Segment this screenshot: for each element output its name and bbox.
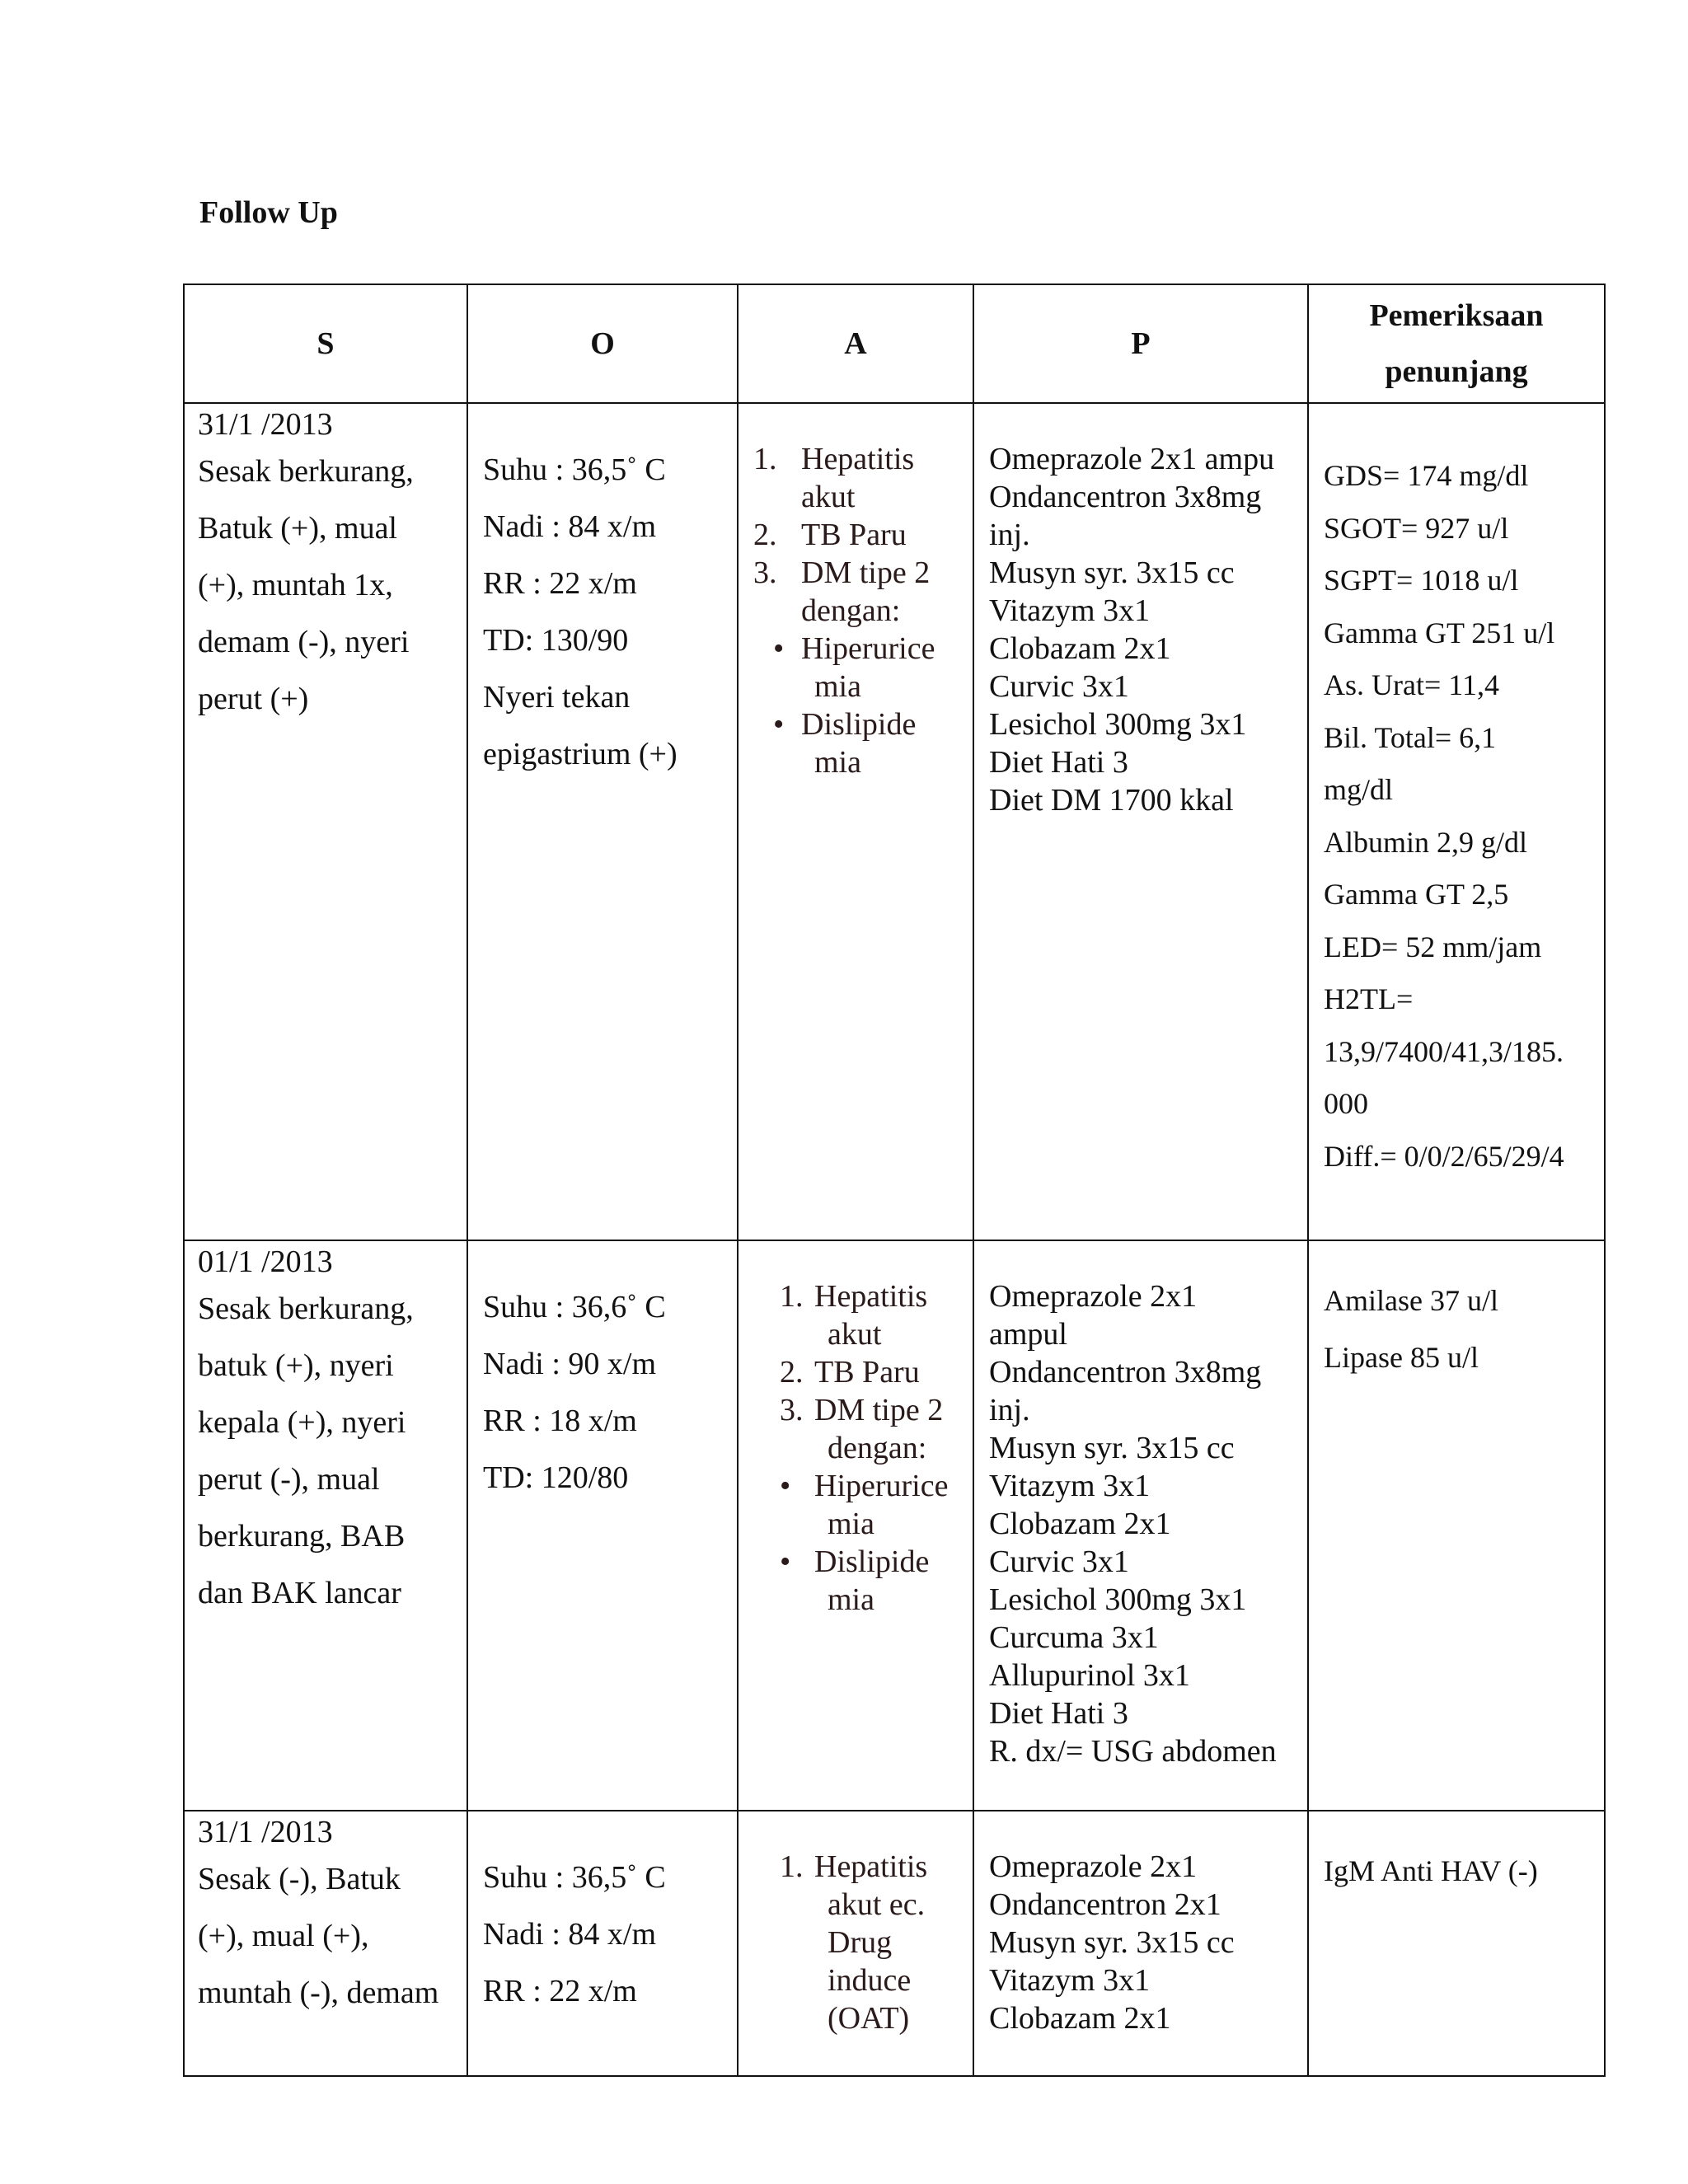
plan-line: Diet Hati 3 (989, 745, 1128, 780)
plan-line: Clobazam 2x1 (989, 2001, 1171, 2036)
assessment-text: akut (828, 1317, 882, 1352)
plan-line: Musyn syr. 3x15 cc (989, 1431, 1235, 1465)
assessment-text: DM tipe 2 (801, 555, 931, 590)
lab-result-line: SGPT= 1018 u/l (1324, 564, 1519, 597)
assessment-text: Hepatitis (814, 1849, 928, 1884)
plan-line: Vitazym 3x1 (989, 593, 1151, 628)
plan-cell (973, 403, 1308, 1240)
table-row (184, 403, 1605, 1240)
plan-line: R. dx/= USG abdomen (989, 1734, 1277, 1769)
assessment-list (780, 1848, 968, 2037)
assessment-text: TB Paru (814, 1355, 920, 1390)
document-title: Follow Up (199, 195, 338, 230)
assessment-text: dengan: (801, 593, 901, 628)
assessment-bullet-text: mia (814, 669, 861, 704)
table-row (184, 1811, 1605, 2076)
assessment-bullet-text: mia (828, 1507, 874, 1541)
plan-line: Vitazym 3x1 (989, 1469, 1151, 1503)
plan-line: Vitazym 3x1 (989, 1963, 1151, 1998)
assessment-text: Hepatitis (801, 442, 915, 476)
assessment-bullet-item (780, 1467, 968, 1543)
plan-line: Clobazam 2x1 (989, 1507, 1171, 1541)
soap-table (183, 284, 1606, 2077)
supporting-exam-cell (1308, 1240, 1605, 1811)
lab-result-line: H2TL= (1324, 982, 1414, 1015)
assessment-bullet-text: Dislipide (814, 1544, 930, 1579)
subjective-line: Sesak berkurang, (198, 1291, 414, 1326)
lab-result-line: 13,9/7400/41,3/185. (1324, 1034, 1564, 1068)
table-row (184, 1240, 1605, 1811)
assessment-number: 3. (753, 555, 777, 590)
plan-line: Ondancentron 3x8mg (989, 1355, 1262, 1390)
plan-line: inj. (989, 518, 1030, 552)
assessment-item (780, 1353, 968, 1391)
lab-result-line: Albumin 2,9 g/dl (1324, 825, 1528, 859)
assessment-number: 3. (780, 1393, 804, 1427)
plan-line: Omeprazole 2x1 ampu (989, 442, 1275, 476)
objective-line: TD: 130/90 (483, 623, 629, 658)
header-pemeriksaan-penunjang (1308, 284, 1605, 403)
lab-result-line: IgM Anti HAV (-) (1324, 1854, 1538, 1887)
assessment-bullet-text: Hiperurice (801, 631, 935, 666)
subjective-cell (184, 403, 467, 1240)
bullet-icon: • (773, 631, 785, 666)
header-pen-line: Pemeriksaan (1369, 298, 1544, 333)
objective-line: RR : 22 x/m (483, 1974, 637, 2008)
assessment-bullet-text: mia (828, 1582, 874, 1617)
assessment-bullet-item (773, 705, 968, 781)
lab-result-line: SGOT= 927 u/l (1324, 511, 1509, 545)
assessment-cell (738, 1811, 973, 2076)
assessment-number: 1. (780, 1849, 804, 1884)
visit-date: 31/1 /2013 (198, 407, 333, 442)
header-pen-line: penunjang (1385, 354, 1528, 389)
assessment-number: 1. (780, 1279, 804, 1314)
objective-line: Suhu : 36,5˚ C (483, 452, 666, 487)
assessment-bullet-list (780, 1467, 968, 1619)
plan-line: Curvic 3x1 (989, 669, 1129, 704)
subjective-line: perut (-), mual (198, 1462, 380, 1497)
plan-line: Musyn syr. 3x15 cc (989, 1925, 1235, 1960)
bullet-icon: • (773, 707, 785, 742)
subjective-line: (+), muntah 1x, (198, 568, 393, 602)
bullet-icon: • (780, 1469, 791, 1503)
assessment-item (780, 1848, 968, 2037)
subjective-line: (+), mual (+), (198, 1919, 369, 1953)
lab-result-line: Amilase 37 u/l (1324, 1284, 1498, 1317)
assessment-bullet-text: Hiperurice (814, 1469, 949, 1503)
header-a: A (738, 284, 973, 403)
objective-line: epigastrium (+) (483, 737, 678, 771)
subjective-line: Sesak berkurang, (198, 454, 414, 489)
objective-cell (467, 1811, 738, 2076)
plan-line: Curcuma 3x1 (989, 1620, 1159, 1655)
assessment-item (753, 554, 968, 630)
objective-line: Nadi : 84 x/m (483, 1917, 657, 1952)
plan-line: Ondancentron 3x8mg (989, 480, 1262, 514)
header-s: S (184, 284, 467, 403)
assessment-bullet-item (780, 1543, 968, 1619)
assessment-text: akut ec. (828, 1887, 926, 1922)
plan-line: inj. (989, 1393, 1030, 1427)
subjective-line: kepala (+), nyeri (198, 1405, 406, 1440)
lab-result-line: 000 (1324, 1087, 1368, 1120)
assessment-item (753, 516, 968, 554)
objective-cell (467, 403, 738, 1240)
plan-line: Curvic 3x1 (989, 1544, 1129, 1579)
assessment-number: 2. (780, 1355, 804, 1390)
assessment-list (780, 1277, 968, 1467)
plan-line: ampul (989, 1317, 1067, 1352)
assessment-text: TB Paru (801, 518, 907, 552)
visit-date: 31/1 /2013 (198, 1815, 333, 1849)
subjective-line: berkurang, BAB (198, 1519, 406, 1554)
lab-result-line: Bil. Total= 6,1 (1324, 720, 1497, 754)
lab-result-line: Lipase 85 u/l (1324, 1341, 1479, 1374)
plan-line: Lesichol 300mg 3x1 (989, 1582, 1247, 1617)
assessment-bullet-item (773, 630, 968, 705)
lab-result-line: Gamma GT 251 u/l (1324, 616, 1555, 649)
assessment-bullet-text: Dislipide (801, 707, 917, 742)
assessment-cell (738, 403, 973, 1240)
plan-line: Allupurinol 3x1 (989, 1658, 1190, 1693)
assessment-text: akut (801, 480, 856, 514)
assessment-item (780, 1277, 968, 1353)
lab-result-line: mg/dl (1324, 773, 1394, 806)
lab-result-line: LED= 52 mm/jam (1324, 930, 1542, 963)
lab-result-line: As. Urat= 11,4 (1324, 668, 1499, 701)
subjective-line: batuk (+), nyeri (198, 1348, 394, 1383)
subjective-line: Batuk (+), mual (198, 511, 397, 546)
supporting-exam-cell (1308, 1811, 1605, 2076)
assessment-text: (OAT) (828, 2001, 910, 2036)
header-row (184, 284, 1605, 403)
subjective-line: perut (+) (198, 682, 309, 716)
objective-line: Nadi : 84 x/m (483, 509, 657, 544)
subjective-cell (184, 1240, 467, 1811)
objective-line: Suhu : 36,5˚ C (483, 1860, 666, 1895)
plan-line: Musyn syr. 3x15 cc (989, 555, 1235, 590)
subjective-cell (184, 1811, 467, 2076)
plan-line: Omeprazole 2x1 (989, 1849, 1198, 1884)
assessment-text: Hepatitis (814, 1279, 928, 1314)
visit-date: 01/1 /2013 (198, 1244, 333, 1279)
lab-result-line: Gamma GT 2,5 (1324, 878, 1509, 911)
subjective-line: dan BAK lancar (198, 1576, 401, 1610)
plan-cell (973, 1811, 1308, 2076)
subjective-line: muntah (-), demam (198, 1975, 439, 2010)
assessment-bullet-list (753, 630, 968, 781)
supporting-exam-cell (1308, 403, 1605, 1240)
plan-cell (973, 1240, 1308, 1811)
objective-line: RR : 22 x/m (483, 566, 637, 601)
plan-line: Diet DM 1700 kkal (989, 783, 1234, 818)
assessment-bullet-text: mia (814, 745, 861, 780)
plan-line: Clobazam 2x1 (989, 631, 1171, 666)
assessment-cell (738, 1240, 973, 1811)
assessment-text: DM tipe 2 (814, 1393, 944, 1427)
objective-line: Suhu : 36,6˚ C (483, 1290, 666, 1324)
assessment-list (753, 440, 968, 630)
header-p: P (973, 284, 1308, 403)
assessment-item (780, 1391, 968, 1467)
lab-result-line: GDS= 174 mg/dl (1324, 459, 1529, 492)
plan-line: Ondancentron 2x1 (989, 1887, 1221, 1922)
assessment-item (753, 440, 968, 516)
objective-line: Nadi : 90 x/m (483, 1347, 657, 1381)
plan-line: Omeprazole 2x1 (989, 1279, 1198, 1314)
assessment-number: 1. (753, 442, 777, 476)
lab-result-line: Diff.= 0/0/2/65/29/4 (1324, 1139, 1564, 1173)
objective-line: Nyeri tekan (483, 680, 631, 715)
bullet-icon: • (780, 1544, 791, 1579)
assessment-text: induce (828, 1963, 912, 1998)
header-o: O (467, 284, 738, 403)
plan-line: Diet Hati 3 (989, 1696, 1128, 1731)
objective-line: RR : 18 x/m (483, 1404, 637, 1438)
assessment-number: 2. (753, 518, 777, 552)
objective-cell (467, 1240, 738, 1811)
assessment-text: Drug (828, 1925, 893, 1960)
objective-line: TD: 120/80 (483, 1460, 629, 1495)
subjective-line: Sesak (-), Batuk (198, 1862, 401, 1896)
plan-line: Lesichol 300mg 3x1 (989, 707, 1247, 742)
assessment-text: dengan: (828, 1431, 927, 1465)
subjective-line: demam (-), nyeri (198, 625, 410, 659)
